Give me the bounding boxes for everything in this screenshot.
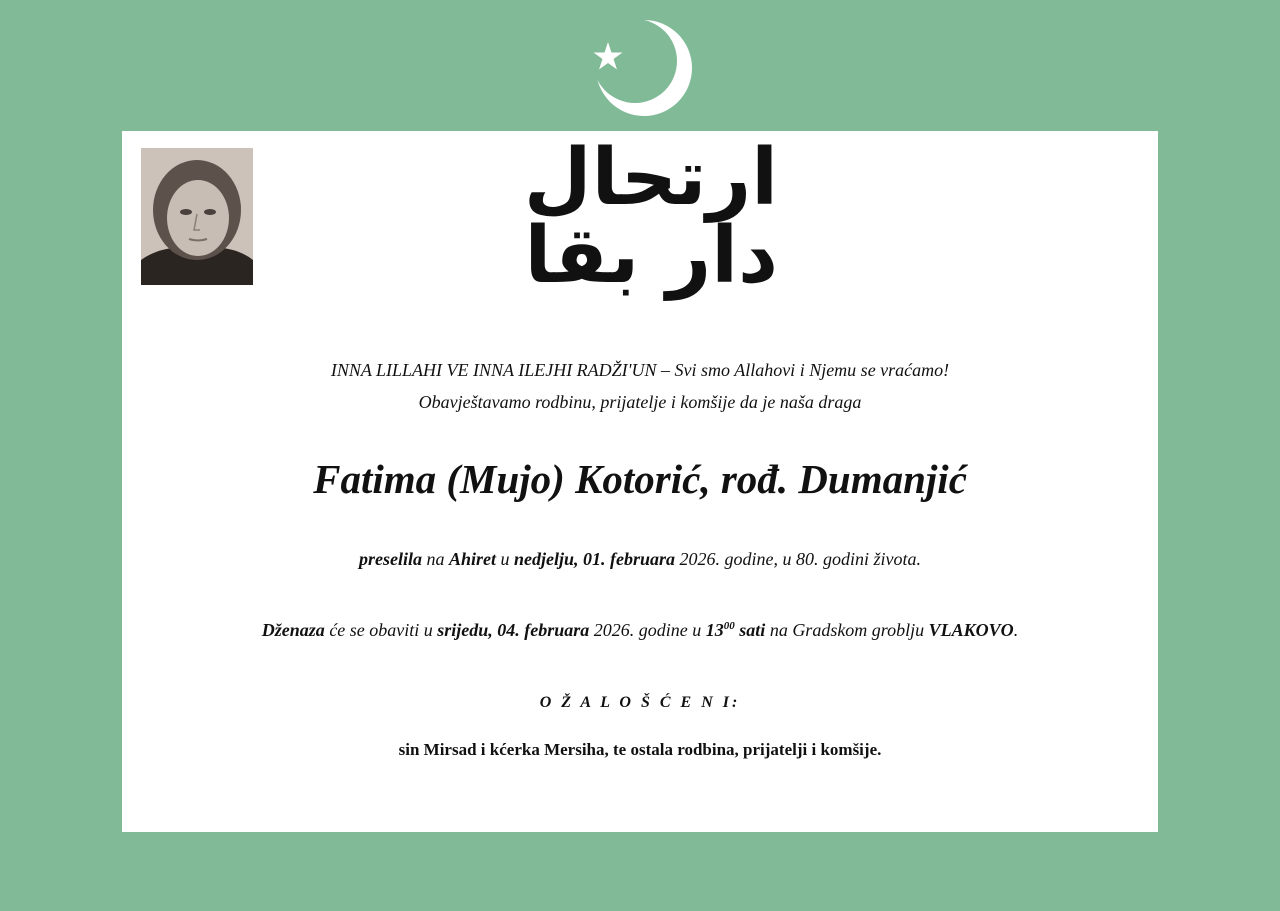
arabic-calligraphy: ارتحال دار بقا [523,132,778,301]
announcement-line: Obavještavamo rodbinu, prijatelje i komšije da je naša draga [418,392,862,412]
mourners-list: sin Mirsad i kćerka Mersiha, te ostala rodbina, prijatelji i komšije. [398,740,882,759]
funeral-line: Dženaza će se obaviti u srijedu, 04. februara 2026. godine u $13^{00}$ sati na Gradskom groblju VLAKOVO. [261,620,1019,640]
obituary-card [122,131,1158,832]
mourners-heading: O Ž A L O Š Ć E N I: [539,694,741,711]
portrait-photo [141,148,253,285]
death-date-line: preselila na Ahiret u nedjelju, 01. februara 2026. godine, u 80. godini života. [358,549,922,569]
deceased-name: Fatima (Mujo) Kotorić, rođ. Dumanjić [313,456,967,502]
inna-lillahi-line: INNA LILLAHI VE INNA ILEJHI RADŽI'UN – Svi smo Allahovi i Njemu se vraćamo! [330,360,950,380]
crescent-star-icon [588,18,692,118]
